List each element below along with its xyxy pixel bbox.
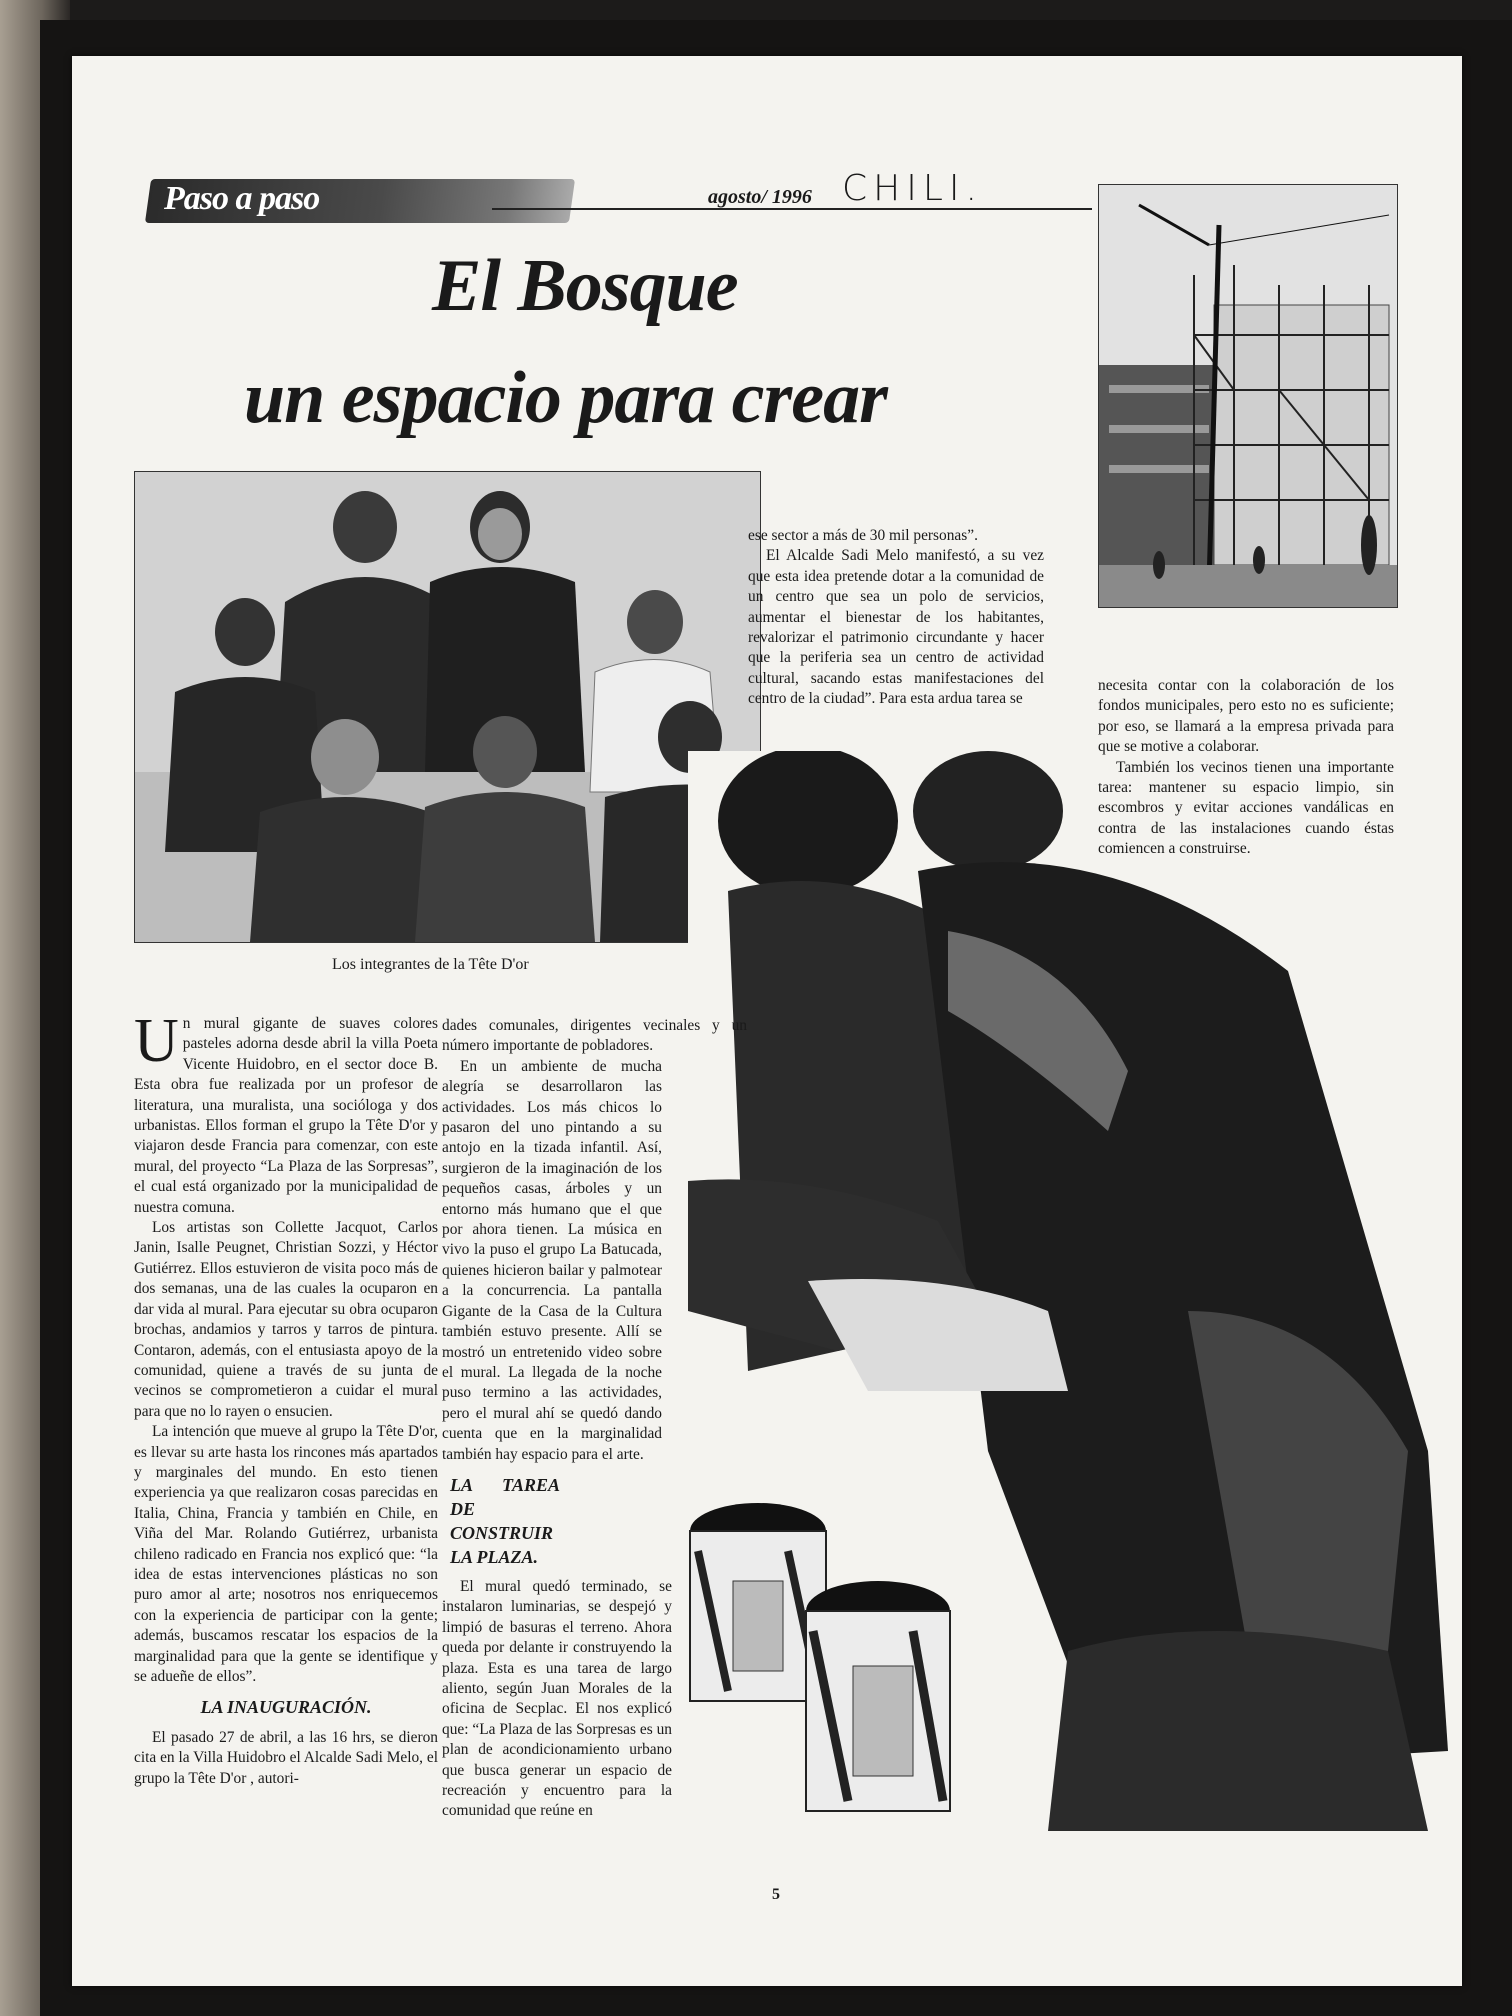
- col4-paragraph-2: También los vecinos tienen una importante tarea: mantener su espacio limpio, sin escombros y evitar acciones vandálicas en contra de las instalaciones cuando éstas comiencen a construirse.: [1098, 758, 1394, 858]
- col1-paragraph-4: El pasado 27 de abril, a las 16 hrs, se dieron cita en la Villa Huidobro el Alcalde Sadi Melo, el grupo la Tête D'or , autori-: [134, 1728, 438, 1787]
- col2-paragraph-3: El mural quedó terminado, se instalaron luminarias, se despejó y limpió de basuras el terreno. Ahora queda por delante ir construyendo la plaza. Esta es una tarea de largo aliento, según Juan Morales de la oficina de Secplac. El nos explicó que: “La Plaza de las Sorpresas es un plan de acondicionamiento urbano que busca generar un espacio de recreación y encuentro para la comunidad que reúne en: [442, 1577, 672, 1820]
- issue-date: agosto/ 1996: [708, 186, 812, 208]
- section-label: Paso a paso: [164, 180, 320, 217]
- group-photo: [134, 471, 761, 943]
- col2-paragraph-1: dades comunales, dirigentes vecinales y un número importante de pobladores.: [442, 1017, 747, 1055]
- col4-paragraph-1: necesita contar con la colaboración de los fondos municipales, pero esto no es suficiente; por eso, se llamará a la empresa privada para que se motive a colaborar.: [1098, 677, 1394, 756]
- page-number: 5: [772, 1886, 780, 1903]
- painters-photo: [688, 751, 1462, 1866]
- drop-cap: U: [134, 1007, 179, 1075]
- newspaper-page: [72, 56, 1462, 1986]
- col3-paragraph-1: ese sector a más de 30 mil personas”.: [748, 527, 978, 544]
- col1-paragraph-3: La intención que mueve al grupo la Tête D'or, es llevar su arte hasta los rincones más apartados y marginales del mundo. En esto tienen experiencia ya que realizaron cosas parecidas en Italia, China, Francia y también en Chile, en Viña del Mar. Rolando Gutiérrez, urbanista chileno radicado en Francia nos explicó que: “la idea de estas intervenciones plásticas no son puro amor al arte; nosotros nos enriquecemos con la experiencia de participar con la gente; además, buscamos rescatar los espacios de la marginalidad para que la gente se identifique y se adueñe de ellos”.: [134, 1423, 438, 1685]
- col1-paragraph-1: n mural gigante de suaves colores pasteles adorna desde abril la villa Poeta Vicente Huidobro, en el sector doce B. Esta obra fue realizada por un profesor de literatura, una muralista, una socióloga y dos urbanistas. Ellos forman el grupo la Tête D'or y viajaron desde Francia para comenzar, con este mural, del proyecto “La Plaza de las Sorpresas”, el cual está organizado por la municipalidad de nuestra comuna.: [134, 1015, 438, 1216]
- subheading-tarea: LA TAREA DE CONSTRUIR LA PLAZA.: [450, 1474, 560, 1567]
- col1-paragraph-2: Los artistas son Collette Jacquot, Carlos Janin, Isalle Peugnet, Christian Sozzi, y Héctor Gutiérrez. Ellos estuvieron de visita poco más de dos semanas, una de las cuales la ocuparon en dar vida al mural. Para ejecutar su obra ocuparon brochas, andamios y tarros y tarros de pintura. Contaron, además, con el entusiasta apoyo de la comunidad, quiene a través de su junta de vecinos se comprometieron a cuidar el mural para que no lo rayen o ensucien.: [134, 1219, 438, 1420]
- article-column-1: [134, 1007, 438, 1789]
- headline-line-1: El Bosque: [432, 245, 738, 327]
- article-column-2: [442, 1016, 747, 1822]
- handwritten-note: CHILI.: [842, 168, 983, 209]
- col2-paragraph-2: En un ambiente de mucha alegría se desarrollaron las actividades. Los más chicos lo pasaron del uno pintando a su antojo en la tizada infantil. Así, surgieron de la imaginación de los pequeños casas, árboles y un entorno más humano que el que por ahora tienen. La música en vivo la puso el grupo La Batucada, quienes hicieron bailar y palmotear a la concurrencia. La pantalla Gigante de la Casa de la Cultura también estuvo presente. Allí se mostró un entretenido video sobre el mural. La llegada de la noche puso termino a las actividades, pero el mural ahí se quedó dando cuenta que en la marginalidad también hay espacio para el arte.: [442, 1057, 662, 1463]
- headline-line-2: un espacio para crear: [244, 357, 887, 439]
- article-column-3: [748, 526, 1044, 710]
- article-column-4: [1098, 676, 1394, 860]
- scaffold-photo: [1098, 184, 1398, 608]
- subheading-inauguracion: LA INAUGURACIÓN.: [200, 1697, 372, 1718]
- col3-paragraph-2: El Alcalde Sadi Melo manifestó, a su vez que esta idea pretende dotar a la comunidad de un centro que sea un polo de servicios, aumentar el bienestar de los habitantes, revalorizar el patrimonio circundante y hacer que la periferia sea un centro de actividad cultural, sacando estas manifestaciones del centro de la ciudad”. Para esta ardua tarea se: [748, 547, 1044, 708]
- photo-caption: Los integrantes de la Tête D'or: [332, 956, 529, 973]
